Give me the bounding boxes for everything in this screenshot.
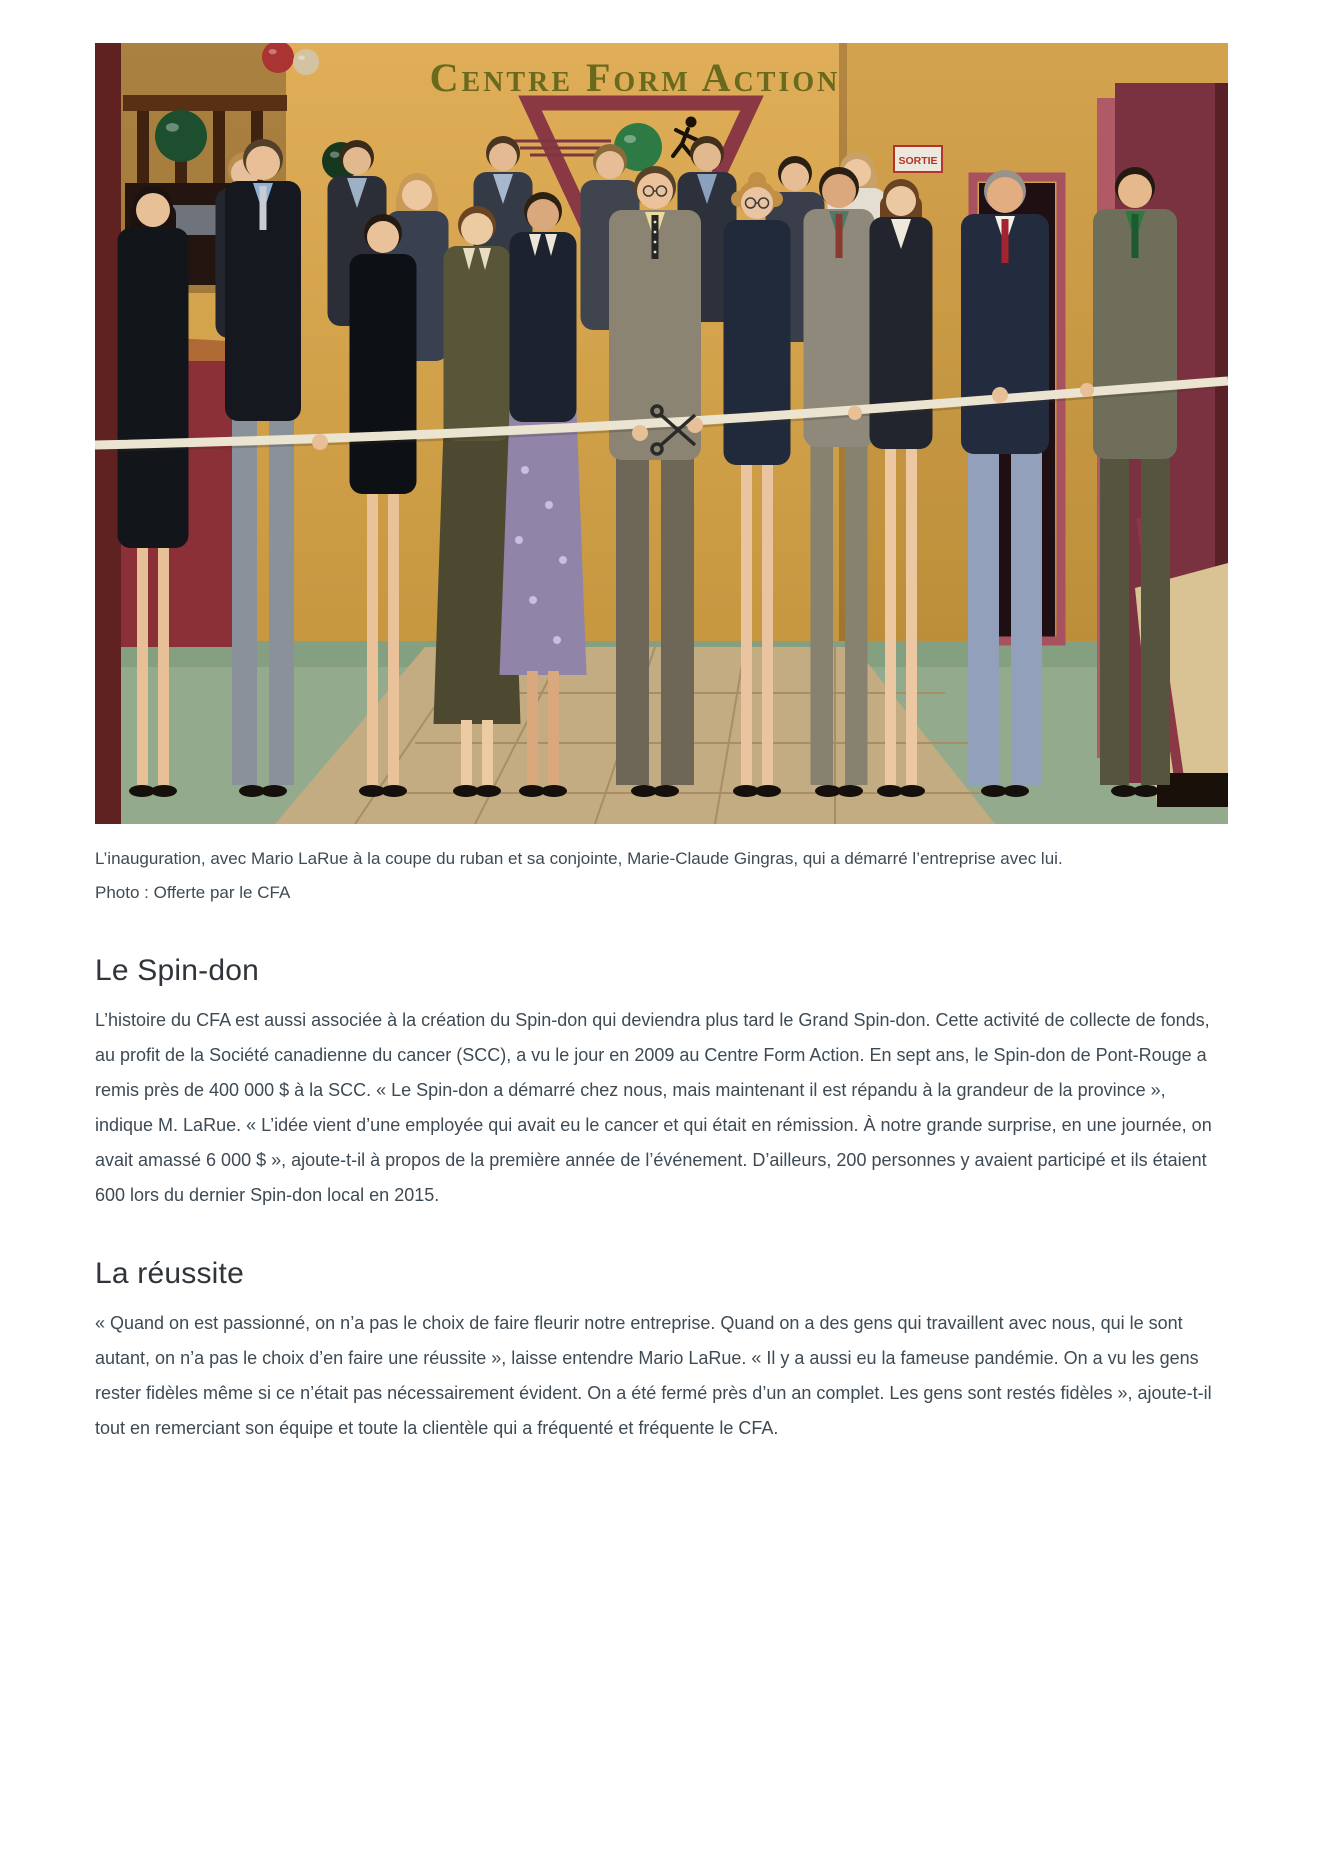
centre-form-action-sign: Centre Form Action (429, 55, 841, 100)
caption-line-1: L’inauguration, avec Mario LaRue à la coupe du ruban et sa conjointe, Marie-Claude Gingras, qui a démarré l’entreprise avec lui. (95, 849, 1063, 868)
article-content (95, 0, 1228, 1446)
inauguration-photo (95, 43, 1228, 824)
photo-caption (95, 842, 1228, 910)
section-body-spin-don: L’histoire du CFA est aussi associée à la création du Spin-don qui deviendra plus tard le Grand Spin-don. Cette activité de collecte de fonds, au profit de la Société canadienne du cancer (SCC), a vu le jour en 2009 au Centre Form Action. En sept ans, le Spin-don de Pont-Rouge a remis près de 400 000 $ à la SCC. « Le Spin-don a démarré chez nous, mais maintenant il est répandu à la grandeur de la province », indique M. LaRue. « L’idée vient d’une employée qui avait eu le cancer et qui était en rémission. À notre grande surprise, en une journée, on avait amassé 6 000 $ », ajoute-t-il à propos de la première année de l’événement. D’ailleurs, 200 personnes y avaient participé et ils étaient 600 lors du dernier Spin-don local en 2015. (95, 1010, 1212, 1205)
caption-line-2: Photo : Offerte par le CFA (95, 883, 291, 902)
inauguration-photo-figure (95, 43, 1228, 910)
section-spin-don (95, 954, 1228, 1213)
photo-illustration (95, 43, 1228, 824)
section-heading-spin-don: Le Spin-don (95, 954, 259, 987)
section-reussite (95, 1257, 1228, 1446)
people-group (118, 136, 1178, 797)
section-body-reussite: « Quand on est passionné, on n’a pas le choix de faire fleurir notre entreprise. Quand on a des gens qui travaillent avec nous, qui le sont autant, on n’a pas le choix d’en faire une réussite », laisse entendre Mario LaRue. « Il y a aussi eu la fameuse pandémie. On a vu les gens rester fidèles même si ce n’était pas nécessairement évident. On a été fermé près d’un an complet. Les gens sont restés fidèles », ajoute-t-il tout en remerciant son équipe et toute la clientèle qui a fréquenté et fréquente le CFA. (95, 1313, 1212, 1438)
sortie-sign (894, 146, 942, 172)
section-heading-reussite: La réussite (95, 1257, 244, 1290)
svg-text:SORTIE: SORTIE (898, 155, 938, 167)
